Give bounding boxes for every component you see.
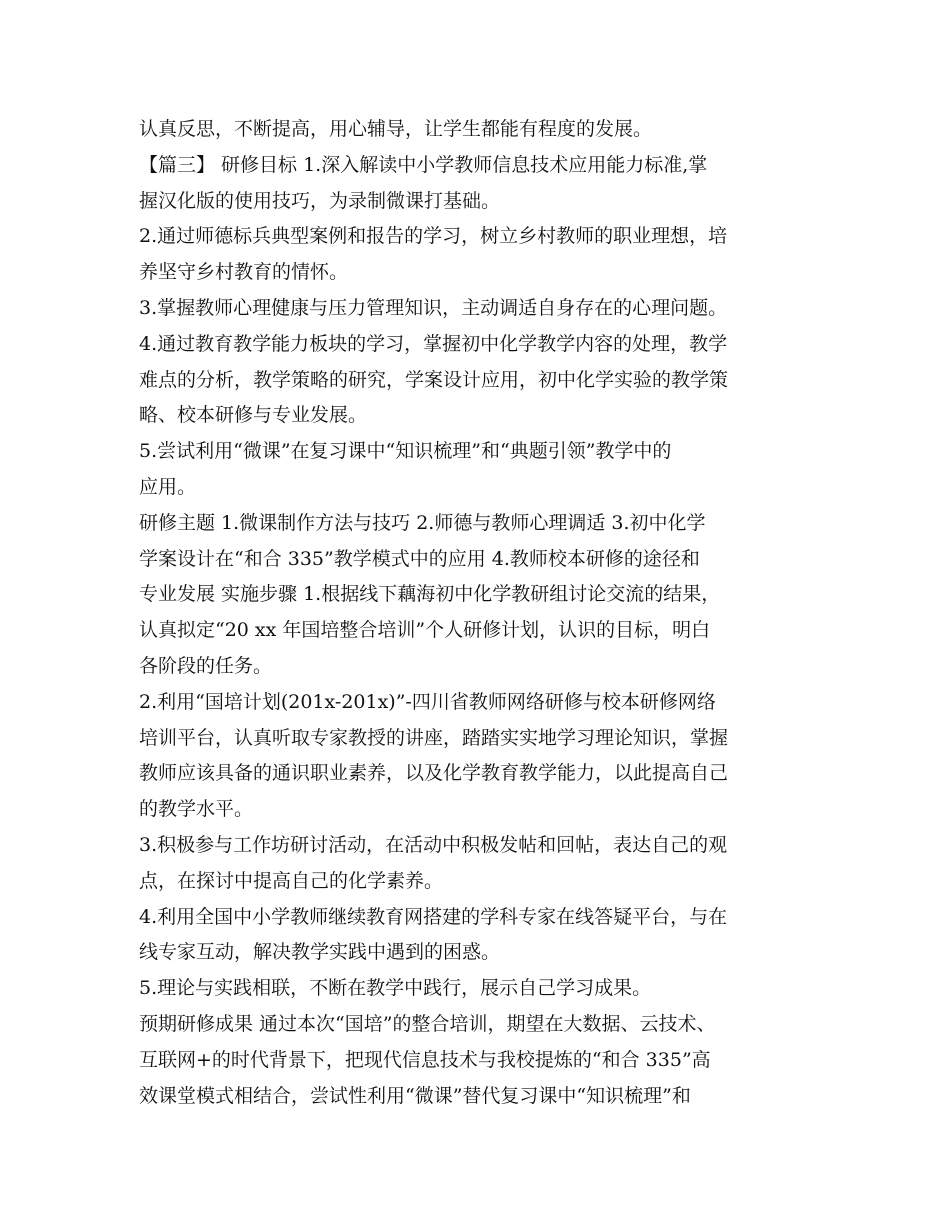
text-line: 培训平台，认真听取专家教授的讲座，踏踏实实地学习理论知识，掌握 <box>139 726 729 749</box>
text-line: 点，在探讨中提高自己的化学素养。 <box>139 869 444 892</box>
text-line: 研修主题 1.微课制作方法与技巧 2.师德与教师心理调适 3.初中化学 <box>139 511 706 534</box>
text-line: 4.利用全国中小学教师继续教育网搭建的学科专家在线答疑平台，与在 <box>139 905 728 928</box>
text-line: 效课堂模式相结合，尝试性利用“微课”替代复习课中“知识梳理”和 <box>139 1084 691 1107</box>
text-line: 4.通过教育教学能力板块的学习，掌握初中化学教学内容的处理，教学 <box>139 332 728 355</box>
text-line: 认真拟定“20 xx 年国培整合培训”个人研修计划，认识的目标，明白 <box>139 619 711 642</box>
text-line: 的教学水平。 <box>139 798 254 821</box>
text-line: 各阶段的任务。 <box>139 654 273 677</box>
text-line: 5.理论与实践相联，不断在教学中践行，展示自己学习成果。 <box>139 977 652 1000</box>
text-line: 3.掌握教师心理健康与压力管理知识，主动调适自身存在的心理问题。 <box>139 296 728 319</box>
text-line: 2.通过师德标兵典型案例和报告的学习，树立乡村教师的职业理想，培 <box>139 225 728 248</box>
text-line: 握汉化版的使用技巧，为录制微课打基础。 <box>139 189 501 212</box>
text-line: 线专家互动，解决教学实践中遇到的困惑。 <box>139 941 501 964</box>
text-line: 难点的分析，教学策略的研究，学案设计应用，初中化学实验的教学策 <box>139 368 729 391</box>
text-line: 3.积极参与工作坊研讨活动，在活动中积极发帖和回帖，表达自己的观 <box>139 833 728 856</box>
text-line: 预期研修成果 通过本次“国培”的整合培训，期望在大数据、云技术、 <box>139 1012 716 1035</box>
document-body <box>139 112 829 1114</box>
text-line: 5.尝试利用“微课”在复习课中“知识梳理”和“典题引领”教学中的 <box>139 440 672 463</box>
text-line: 【篇三】 研修目标 1.深入解读中小学教师信息技术应用能力标准,掌 <box>139 153 708 176</box>
text-line: 养坚守乡村教育的情怀。 <box>139 261 349 284</box>
text-line: 略、校本研修与专业发展。 <box>139 404 368 427</box>
text-line: 互联网+的时代背景下，把现代信息技术与我校提炼的“和合 335”高 <box>139 1048 711 1071</box>
text-line: 应用。 <box>139 475 197 498</box>
text-line: 认真反思，不断提高，用心辅导，让学生都能有程度的发展。 <box>139 118 653 140</box>
text-line: 学案设计在“和合 335”教学模式中的应用 4.教师校本研修的途径和 <box>139 547 700 570</box>
text-line: 专业发展 实施步骤 1.根据线下藕海初中化学教研组讨论交流的结果， <box>139 583 721 606</box>
text-line: 2.利用“国培计划(201x-201x)”-四川省教师网络研修与校本研修网络 <box>139 690 716 713</box>
text-line: 教师应该具备的通识职业素养，以及化学教育教学能力，以此提高自己 <box>139 762 729 785</box>
